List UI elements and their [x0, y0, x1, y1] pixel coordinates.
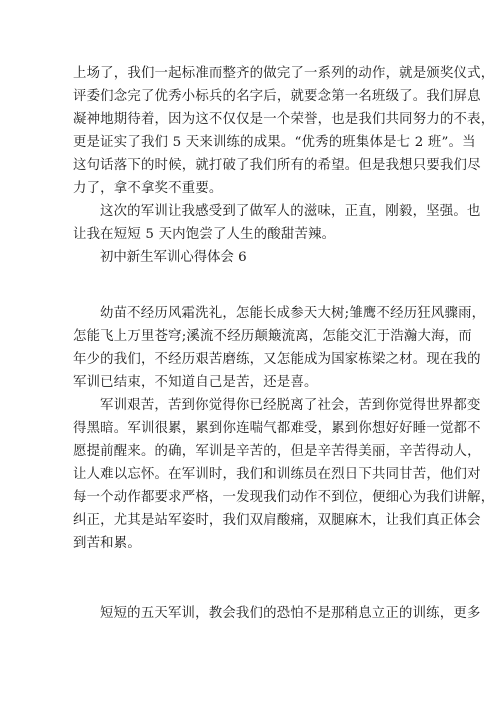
paragraph-soldier-feeling	[73, 200, 481, 246]
text-line: 到苦和累。	[73, 536, 141, 551]
section-heading: 初中新生军训心得体会 6	[100, 250, 247, 265]
text-line: 愿提前醒来。的确，军训是辛苦的，但是辛苦得美丽，辛苦得动人，	[73, 444, 481, 459]
text-line: 力了，拿不拿奖不重要。	[73, 181, 223, 196]
text-line: 更是证实了我们 5 天来训练的成果。“优秀的班集体是七 2 班”。当	[73, 135, 476, 150]
paragraph-seedling	[73, 302, 486, 394]
text-line: 凝神地期待着，因为这不仅仅是一个荣誉，也是我们共同努力的不表，	[73, 112, 495, 127]
text-line: 评委们念完了优秀小标兵的名字后，就要念第一名班级了。我们屏息	[73, 89, 481, 104]
paragraph-award-ceremony	[73, 62, 495, 200]
text-line: 每一个动作都要求严格，一发现我们动作不到位，便细心为我们讲解，	[73, 490, 495, 505]
text-line: 年少的我们，不经历艰苦磨练，又怎能成为国家栋梁之材。现在我的	[73, 352, 481, 367]
text-line: 上场了，我们一起标准而整齐的做完了一系列的动作，就是颁奖仪式，	[73, 66, 495, 81]
text-line: 这次的军训让我感受到了做军人的滋味，正直，刚毅，坚强。也	[100, 204, 481, 219]
paragraph-training-hardship	[73, 394, 495, 555]
text-line: 得黑暗。军训很累，累到你连喘气都难受，累到你想好好睡一觉都不	[73, 421, 481, 436]
text-line: 让人难以忘怀。在军训时，我们和训练员在烈日下共同甘苦，他们对	[73, 467, 481, 482]
paragraph-five-days	[73, 602, 481, 625]
text-line: 军训已结束，不知道自己是苦，还是喜。	[73, 375, 318, 390]
text-line: 怎能飞上万里苍穹;溪流不经历颠簸流离，怎能交汇于浩瀚大海，而	[73, 329, 472, 344]
text-line: 军训艰苦，苦到你觉得你已经脱离了社会，苦到你觉得世界都变	[100, 398, 481, 413]
text-line: 这句话落下的时候，就打破了我们所有的希望。但是我想只要我们尽	[73, 158, 481, 173]
text-line: 纠正，尤其是站军姿时，我们双肩酸痛，双腿麻木，让我们真正体会	[73, 513, 481, 528]
text-line: 让我在短短 5 天内饱尝了人生的酸甜苦辣。	[73, 227, 336, 242]
text-line: 短短的五天军训，教会我们的恐怕不是那稍息立正的训练，更多	[100, 606, 481, 621]
text-line: 幼苗不经历风霜洗礼，怎能长成参天大树;雏鹰不经历狂风骤雨，	[100, 306, 486, 321]
